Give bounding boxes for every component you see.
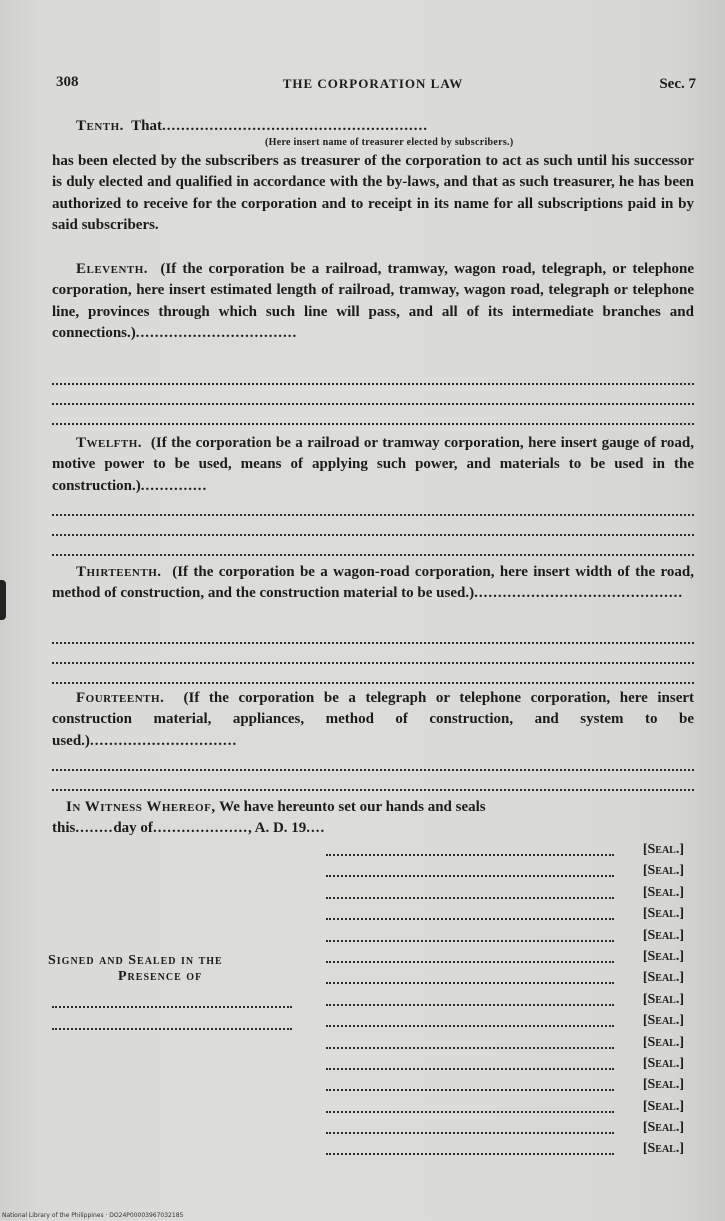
- signed-line-2: Presence of: [118, 969, 203, 984]
- running-title: THE CORPORATION LAW: [282, 76, 464, 91]
- eleventh-paragraph: Eleventh. (If the corporation be a railroad, tramway, wagon road, telegraph, or telephone corporation, here insert estimated length of railroad, tramway, wagon road, telegraph or telephone line, provinces through which such line will pass, and all of its intermediate branches and connections.)..................................: [52, 261, 695, 341]
- witness-signature-line: [52, 996, 292, 1008]
- seal-label: [Seal.]: [642, 948, 684, 964]
- twelfth-text: (If the corporation be a railroad or tramway corporation, here insert gauge of road, motive power to be used, means of applying such power, and materials to be used in the construction.): [52, 435, 695, 494]
- signed-sealed-heading: [48, 953, 308, 985]
- thirteenth-fill-lines: [52, 624, 694, 684]
- fill-line: [52, 624, 694, 644]
- witness-label: In Witness Whereof,: [66, 799, 216, 815]
- thirteenth-paragraph: Thirteenth. (If the corporation be a wagon-road corporation, here insert width of the road, method of construction, and the construction material to be used.)............................................: [52, 564, 694, 602]
- witness-ad: , A. D. 19: [247, 820, 307, 837]
- signature-line: [326, 1055, 686, 1076]
- tenth-label: Tenth.: [76, 118, 124, 134]
- signature-line: [326, 1098, 686, 1119]
- section-label: Sec. 7: [659, 76, 696, 92]
- seal-label: [Seal.]: [642, 884, 684, 900]
- tenth-text: has been elected by the subscribers as treasurer of the corporation to act as such until his successor is duly elected and qualified in accordance with the by-laws, and that as such treasurer, he has been authorized to receive for the corporation and to receipt in its name for all subscriptions paid in by said subscribers.: [52, 153, 694, 233]
- fill-line: [52, 385, 694, 405]
- signature-line: [326, 862, 686, 883]
- witness-paragraph: In Witness Whereof, We have hereunto set our hands and seals this........day of...................., A. D. 19....: [52, 799, 486, 837]
- signature-line: [326, 1076, 686, 1097]
- seal-label: [Seal.]: [642, 1077, 684, 1093]
- seal-label: [Seal.]: [642, 1055, 684, 1071]
- signature-line: [326, 948, 686, 969]
- signature-line: [326, 841, 686, 862]
- seal-label: [Seal.]: [642, 1098, 684, 1114]
- tenth-note: (Here insert name of treasurer elected by subscribers.): [265, 137, 514, 148]
- eleventh-label: Eleventh.: [76, 261, 149, 277]
- seal-label: [Seal.]: [642, 991, 684, 1007]
- signature-line: [326, 1034, 686, 1055]
- signature-line: [326, 1012, 686, 1033]
- signature-line: [326, 969, 686, 990]
- twelfth-paragraph: Twelfth. (If the corporation be a railroad or tramway corporation, here insert gauge of road, motive power to be used, means of applying such power, and materials to be used in the construction.)..............: [52, 435, 695, 494]
- fill-line: [52, 644, 694, 664]
- fill-line: [52, 516, 694, 536]
- seal-label: [Seal.]: [642, 1120, 684, 1136]
- twelfth-label: Twelfth.: [76, 435, 143, 451]
- witness-text: We have hereunto set our hands and seals: [219, 799, 486, 815]
- seal-label: [Seal.]: [642, 927, 684, 943]
- fill-line: [52, 536, 694, 556]
- library-footer: National Library of the Philippines · DO24P00003967032185: [2, 1212, 184, 1219]
- seal-label: [Seal.]: [642, 1141, 684, 1157]
- tenth-lead: That: [131, 118, 163, 134]
- signature-line: [326, 927, 686, 948]
- signature-line: [326, 1140, 686, 1161]
- fourteenth-paragraph: Fourteenth. (If the corporation be a telegraph or telephone corporation, here insert construction material, appliances, method of construction, and system to be used.)...............................: [52, 690, 694, 749]
- fourteenth-label: Fourteenth.: [76, 690, 165, 706]
- tenth-paragraph: [52, 116, 694, 137]
- seal-signature-column: [326, 841, 686, 1162]
- thirteenth-text: (If the corporation be a wagon-road corporation, here insert width of the road, method of construction, and the construction material to be used.): [52, 564, 694, 602]
- twelfth-fill-lines: [52, 496, 694, 556]
- page-number: 308: [56, 74, 79, 90]
- fourteenth-text: (If the corporation be a telegraph or telephone corporation, here insert construction material, appliances, method of construction, and system to be used.): [52, 690, 694, 749]
- signature-line: [326, 905, 686, 926]
- signature-line: [326, 884, 686, 905]
- fill-line: [52, 405, 694, 425]
- tenth-fill-dots: ........................................................: [162, 118, 429, 134]
- seal-label: [Seal.]: [642, 863, 684, 879]
- seal-label: [Seal.]: [642, 906, 684, 922]
- eleventh-fill-lines: [52, 365, 694, 425]
- fill-line: [52, 751, 694, 771]
- fill-line: [52, 664, 694, 684]
- seal-label: [Seal.]: [642, 842, 684, 857]
- fill-line: [52, 771, 694, 791]
- thirteenth-label: Thirteenth.: [76, 564, 162, 580]
- signature-line: [326, 991, 686, 1012]
- scan-edge-mark: [0, 580, 6, 620]
- page-header: [50, 74, 696, 98]
- seal-label: [Seal.]: [642, 1013, 684, 1029]
- witness-this: this: [52, 820, 76, 837]
- signature-line: [326, 1119, 686, 1140]
- eleventh-text: (If the corporation be a railroad, tramway, wagon road, telegraph, or telephone corporation, here insert estimated length of railroad, tramway, wagon road, telegraph or telephone line, provinces through which such line will pass, and all of its intermediate branches and connections.): [52, 261, 695, 341]
- seal-label: [Seal.]: [642, 1034, 684, 1050]
- witness-day-of: day of: [113, 820, 153, 837]
- signed-line-1: Signed and Sealed in the: [48, 953, 223, 968]
- seal-label: [Seal.]: [642, 970, 684, 986]
- fill-line: [52, 496, 694, 516]
- fourteenth-fill-lines: [52, 751, 694, 791]
- fill-line: [52, 365, 694, 385]
- witness-signature-line: [52, 1018, 292, 1030]
